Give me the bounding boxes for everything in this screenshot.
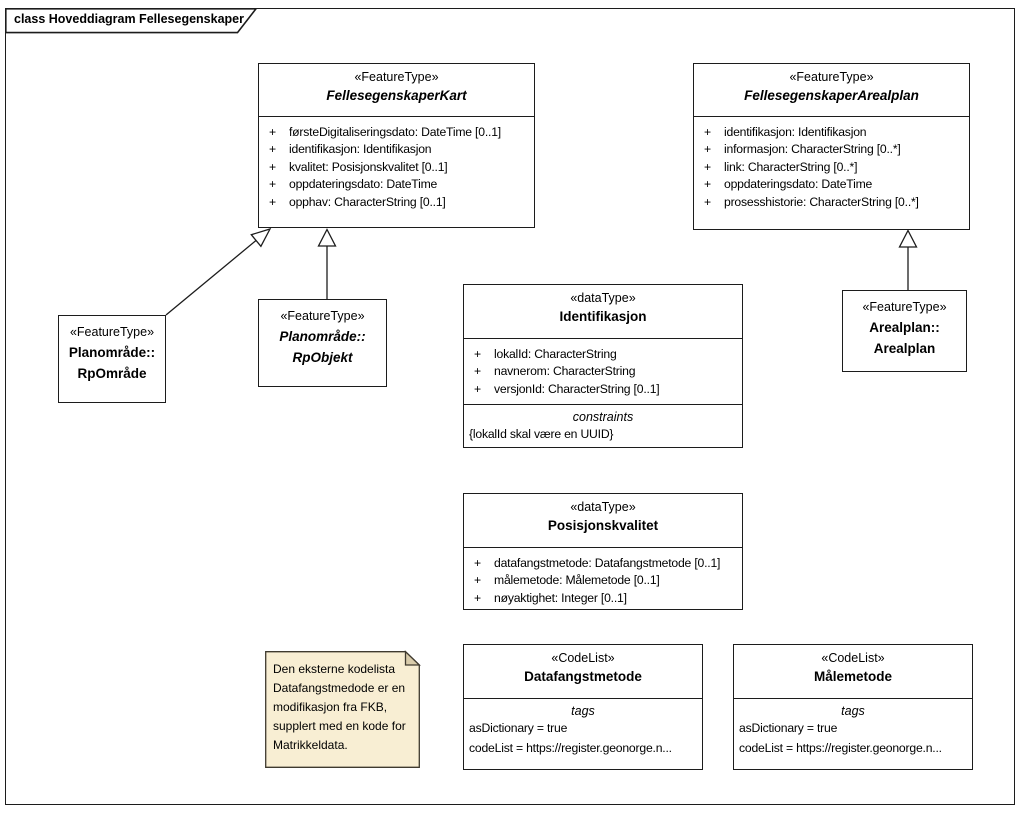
tag-line: codeList = https://register.geonorge.n...: [469, 741, 672, 755]
class-datafangstmetode[interactable]: [463, 644, 703, 770]
class-header: [694, 70, 969, 116]
stereotype-label: «FeatureType»: [280, 309, 365, 323]
tag-line: codeList = https://register.geonorge.n...: [739, 741, 942, 755]
attributes-compartment: [464, 338, 742, 404]
attr-signature: målemetode: Målemetode [0..1]: [494, 573, 660, 587]
attr-visibility: +: [474, 381, 481, 396]
attr-visibility: +: [474, 346, 481, 361]
attribute-row: [694, 159, 969, 177]
attribute-row: [259, 194, 534, 212]
stereotype-label: «CodeList»: [551, 651, 615, 665]
class-header: [464, 291, 742, 338]
class-name-package: Planområde::: [68, 345, 156, 360]
diagram-title: class Hoveddiagram Fellesegenskaper: [14, 12, 244, 26]
attr-signature: identifikasjon: Identifikasjon: [724, 124, 867, 139]
attr-signature: datafangstmetode: Datafangstmetode [0..1]: [494, 555, 721, 570]
attr-signature: lokalId: CharacterString: [494, 346, 617, 361]
attribute-row: [259, 124, 534, 142]
stereotype-label: «FeatureType»: [354, 70, 439, 84]
attr-signature: kvalitet: Posisjonskvalitet [0..1]: [289, 159, 448, 174]
class-name: Identifikasjon: [559, 309, 647, 324]
attribute-row: [464, 555, 742, 573]
attr-visibility: +: [474, 590, 481, 605]
attr-visibility: +: [269, 194, 276, 209]
class-name: RpObjekt: [292, 350, 353, 365]
class-name: Målemetode: [813, 669, 893, 684]
stereotype-label: «dataType»: [570, 291, 636, 305]
class-header: [59, 316, 165, 384]
attr-signature: informasjon: CharacterString [0..*]: [724, 142, 901, 156]
attribute-row: [464, 572, 742, 590]
attr-visibility: +: [269, 177, 276, 191]
attribute-row: [464, 590, 742, 608]
stereotype-label: «FeatureType»: [69, 325, 155, 339]
tags-compartment: [734, 698, 972, 759]
attr-visibility: +: [704, 159, 711, 174]
tag-line: asDictionary = true: [739, 720, 838, 735]
class-name: Posisjonskvalitet: [547, 518, 659, 533]
class-header: [259, 300, 386, 368]
attr-visibility: +: [704, 142, 711, 156]
class-name: Arealplan: [873, 341, 936, 356]
attr-visibility: +: [704, 194, 711, 209]
attr-visibility: +: [269, 159, 276, 174]
generalization-arrowhead-rpomrade: [251, 229, 270, 246]
attr-visibility: +: [474, 555, 481, 570]
attribute-row: [464, 381, 742, 399]
attribute-row: [694, 176, 969, 194]
stereotype-label: «dataType»: [570, 500, 636, 514]
attr-signature: oppdateringsdato: DateTime: [724, 177, 873, 191]
note-text: Den eksterne kodelista Datafangstmedode er en modifikasjon fra FKB, supplert med en kode for Matrikkeldata.: [273, 662, 406, 752]
attr-signature: opphav: CharacterString [0..1]: [289, 194, 446, 209]
stereotype-label: «FeatureType»: [862, 300, 947, 314]
attr-visibility: +: [704, 124, 711, 139]
attr-signature: identifikasjon: Identifikasjon: [289, 142, 432, 156]
constraint-line: {lokalId skal være en UUID}: [469, 426, 614, 441]
attributes-compartment: [259, 116, 534, 212]
attribute-row: [694, 124, 969, 142]
class-rpobjekt[interactable]: [258, 299, 387, 387]
attributes-compartment: [694, 116, 969, 212]
attr-signature: førsteDigitaliseringsdato: DateTime [0..1]: [289, 124, 501, 139]
attribute-row: [259, 159, 534, 177]
class-rpomrade[interactable]: [58, 315, 166, 403]
class-fellesegenskaperkart[interactable]: [258, 63, 535, 228]
attr-visibility: +: [474, 573, 481, 587]
class-header: [843, 291, 966, 359]
constraints-compartment: [464, 404, 742, 445]
class-malemetode[interactable]: [733, 644, 973, 770]
attribute-row: [464, 363, 742, 381]
attr-visibility: +: [474, 364, 481, 378]
attr-signature: navnerom: CharacterString: [494, 364, 636, 378]
attr-signature: nøyaktighet: Integer [0..1]: [494, 590, 627, 605]
generalization-rpomrade-kart[interactable]: [166, 241, 256, 316]
class-header: [464, 651, 702, 698]
tag-line: asDictionary = true: [469, 720, 568, 735]
class-name-package: Arealplan::: [869, 320, 940, 335]
attr-visibility: +: [269, 124, 276, 139]
class-identifikasjon[interactable]: [463, 284, 743, 448]
tags-label: tags: [571, 703, 595, 718]
class-header: [734, 651, 972, 698]
attr-visibility: +: [269, 142, 276, 156]
generalization-arrowhead-arealplan: [900, 231, 917, 248]
class-posisjonskvalitet[interactable]: [463, 493, 743, 610]
generalization-arrowhead-rpobjekt: [319, 230, 336, 247]
attr-visibility: +: [704, 177, 711, 191]
class-name: RpOmråde: [77, 366, 147, 381]
class-name: FellesegenskaperArealplan: [744, 88, 919, 103]
class-fellesegenskaperarealplan[interactable]: [693, 63, 970, 230]
attr-signature: prosesshistorie: CharacterString [0..*]: [724, 194, 919, 209]
stereotype-label: «CodeList»: [821, 651, 885, 665]
class-header: [259, 70, 534, 116]
attribute-row: [259, 141, 534, 159]
stereotype-label: «FeatureType»: [789, 70, 874, 84]
class-name: Datafangstmetode: [524, 669, 642, 684]
attr-signature: link: CharacterString [0..*]: [724, 159, 858, 174]
attributes-compartment: [464, 547, 742, 608]
tags-label: tags: [841, 703, 865, 718]
attribute-row: [464, 346, 742, 364]
tags-compartment: [464, 698, 702, 759]
attribute-row: [259, 176, 534, 194]
attr-signature: oppdateringsdato: DateTime: [289, 177, 438, 191]
constraints-label: constraints: [572, 409, 634, 424]
attribute-row: [694, 141, 969, 159]
class-arealplan[interactable]: [842, 290, 967, 372]
class-name-package: Planområde::: [279, 329, 366, 344]
class-header: [464, 500, 742, 547]
attribute-row: [694, 194, 969, 212]
attr-signature: versjonId: CharacterString [0..1]: [494, 381, 660, 396]
class-name: FellesegenskaperKart: [326, 88, 467, 103]
